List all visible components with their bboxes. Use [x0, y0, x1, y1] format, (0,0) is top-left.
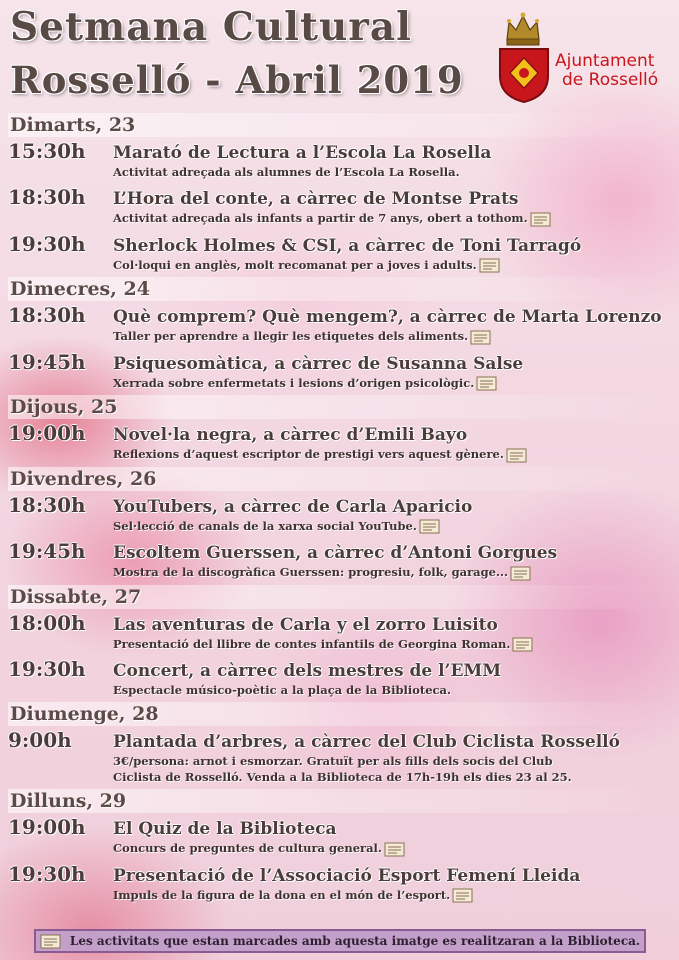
day-heading: Diumenge, 28	[8, 702, 676, 726]
event-item	[8, 656, 676, 698]
event-header	[8, 861, 676, 887]
event-time: 18:30h	[8, 492, 86, 517]
event-time: 19:00h	[8, 815, 86, 839]
event-title: El Quiz de la Biblioteca	[113, 819, 337, 839]
description-text: Mostra de la discogràfica Guerssen: progresiu, folk, garage...	[113, 565, 508, 579]
event-item	[8, 538, 676, 581]
description-text: Col·loqui en anglès, molt recomanat per a joves i adults.	[113, 257, 477, 272]
description-line	[113, 682, 676, 698]
legend-text: Les activitats que estan marcades amb aquesta imatge es realitzaran a la Biblioteca.	[69, 934, 641, 948]
event-header	[8, 184, 676, 210]
poster-header	[0, 0, 679, 112]
event-header	[8, 610, 676, 636]
event-header	[8, 656, 676, 682]
description-text: Concurs de preguntes de cultura general.	[113, 841, 382, 855]
day-heading: Dimarts, 23	[8, 113, 676, 137]
description-line	[113, 257, 676, 274]
event-time: 19:45h	[8, 539, 86, 563]
event-item	[8, 727, 676, 785]
event-description	[113, 682, 676, 698]
event-header	[8, 492, 676, 518]
description-line	[113, 887, 676, 904]
legend-footer	[34, 929, 646, 953]
event-title: Escoltem Guerssen, a càrrec d’Antoni Gorgues	[113, 543, 558, 563]
program-list	[8, 113, 676, 907]
description-line	[113, 564, 676, 581]
description-line	[113, 769, 676, 785]
description-text: Activitat adreçada als infants a partir de 7 anys, obert a tothom.	[113, 211, 528, 225]
day-heading: Dilluns, 29	[8, 789, 676, 813]
event-description	[113, 564, 676, 581]
description-line	[113, 210, 676, 227]
event-title: Psiquesomàtica, a càrrec de Susanna Salse	[113, 353, 524, 374]
library-stamp-icon	[479, 258, 503, 273]
event-title: Marató de Lectura a l’Escola La Rosella	[113, 143, 492, 163]
event-description	[113, 840, 676, 857]
poster-title: Setmana Cultural	[10, 4, 412, 50]
library-stamp-icon	[506, 448, 530, 463]
library-stamp-icon	[530, 212, 554, 227]
shield-icon	[497, 46, 551, 104]
event-description	[113, 887, 676, 904]
event-title: Presentació de l’Associació Esport Femení Lleida	[113, 865, 581, 886]
event-item	[8, 492, 676, 535]
event-item	[8, 814, 676, 857]
description-text: Espectacle músico-poètic a la plaça de la Biblioteca.	[113, 683, 451, 697]
event-description	[113, 257, 676, 274]
description-text: Ciclista de Rosselló. Venda a la Biblioteca de 17h-19h els dies 23 al 25.	[113, 770, 572, 784]
library-stamp-icon	[384, 842, 408, 857]
description-line	[113, 375, 676, 392]
event-header	[8, 727, 676, 753]
event-title: L’Hora del conte, a càrrec de Montse Prats	[113, 189, 519, 209]
description-line	[113, 328, 676, 345]
description-text: Presentació del llibre de contes infantils de Georgina Roman.	[113, 636, 511, 651]
event-title: Què comprem? Què mengem?, a càrrec de Marta Lorenzo	[113, 307, 662, 327]
description-line	[113, 164, 676, 180]
description-text: Reflexions d’aquest escriptor de prestigi vers aquest gènere.	[113, 447, 504, 461]
description-text: Xerrada sobre enfermetats i lesions d’origen psicològic.	[113, 375, 475, 390]
description-line	[113, 753, 676, 769]
event-header	[8, 302, 676, 328]
poster-subtitle: Rosselló - Abril 2019	[10, 58, 464, 102]
event-time: 19:30h	[8, 231, 86, 256]
event-time: 18:30h	[8, 185, 86, 209]
event-item	[8, 231, 676, 274]
library-stamp-icon	[419, 519, 443, 534]
event-description	[113, 446, 676, 463]
description-line	[113, 636, 676, 653]
library-stamp-icon	[512, 637, 536, 652]
description-text: Taller per aprendre a llegir les etiquetes dels aliments.	[113, 329, 469, 343]
logo-line-1: Ajuntament	[555, 51, 655, 71]
event-title: YouTubers, a càrrec de Carla Aparicio	[113, 496, 473, 517]
event-time: 9:00h	[8, 728, 72, 752]
logo-line-2: de Rosselló	[562, 70, 659, 90]
event-title: Plantada d’arbres, a càrrec del Club Ciclista Rosselló	[113, 732, 620, 752]
event-description	[113, 375, 676, 392]
event-description	[113, 164, 676, 180]
event-time: 19:30h	[8, 861, 86, 886]
library-stamp-icon	[510, 566, 534, 581]
event-item	[8, 420, 676, 463]
description-text: Impuls de la figura de la dona en el món de l’esport.	[113, 887, 451, 902]
description-text: 3€/persona: arnot i esmorzar. Gratuït per als fills dels socis del Club	[113, 754, 553, 768]
day-heading: Dimecres, 24	[8, 277, 676, 301]
event-description	[113, 210, 676, 227]
event-header	[8, 349, 676, 375]
event-header	[8, 814, 676, 840]
event-time: 18:00h	[8, 610, 86, 635]
library-stamp-icon	[470, 330, 494, 345]
event-title: Las aventuras de Carla y el zorro Luisito	[113, 614, 498, 635]
event-description	[113, 636, 676, 653]
crown-icon	[503, 10, 543, 48]
event-item	[8, 349, 676, 392]
event-title: Sherlock Holmes & CSI, a càrrec de Toni Tarragó	[113, 235, 582, 256]
municipal-logo-text	[555, 52, 658, 90]
description-text: Sel·lecció de canals de la xarxa social YouTube.	[113, 518, 417, 533]
description-line	[113, 518, 676, 535]
event-item	[8, 184, 676, 227]
event-time: 15:30h	[8, 139, 86, 163]
event-description	[113, 328, 676, 345]
library-stamp-icon	[452, 888, 476, 903]
event-item	[8, 302, 676, 345]
description-text: Activitat adreçada als alumnes de l’Escola La Rosella.	[113, 165, 460, 179]
library-stamp-icon	[40, 934, 64, 949]
event-header	[8, 538, 676, 564]
event-header	[8, 420, 676, 446]
day-heading: Dijous, 25	[8, 395, 676, 419]
event-item	[8, 610, 676, 653]
event-item	[8, 861, 676, 904]
description-line	[113, 840, 676, 857]
day-heading: Dissabte, 27	[8, 585, 676, 609]
description-line	[113, 446, 676, 463]
event-time: 19:30h	[8, 657, 86, 681]
library-stamp-icon	[476, 376, 500, 391]
event-time: 18:30h	[8, 303, 86, 327]
event-description	[113, 753, 676, 785]
event-title: Concert, a càrrec dels mestres de l’EMM	[113, 661, 502, 681]
event-title: Novel·la negra, a càrrec d’Emili Bayo	[113, 425, 468, 445]
event-header	[8, 138, 676, 164]
event-time: 19:00h	[8, 421, 86, 445]
day-heading: Divendres, 26	[8, 467, 676, 491]
event-description	[113, 518, 676, 535]
event-item	[8, 138, 676, 180]
event-header	[8, 231, 676, 257]
event-time: 19:45h	[8, 349, 86, 374]
